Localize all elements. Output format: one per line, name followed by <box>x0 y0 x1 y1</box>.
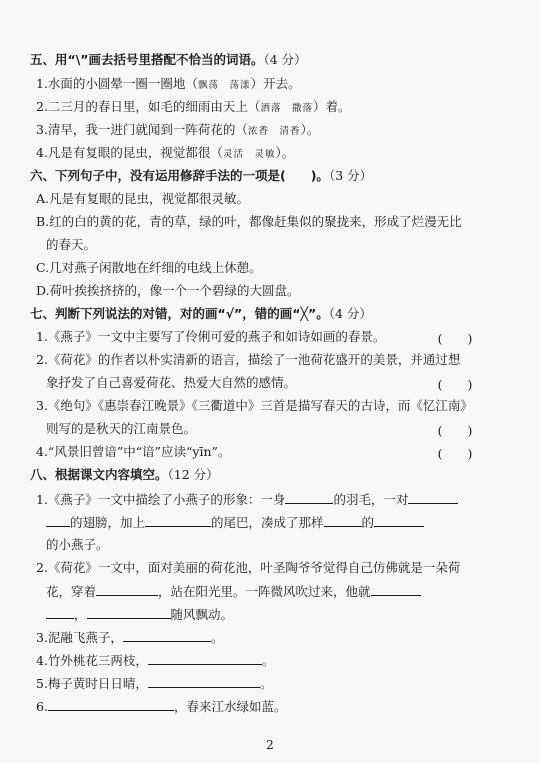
s8-q5-blank[interactable] <box>148 675 260 688</box>
s5-item-1-end: ）开去。 <box>250 76 301 91</box>
s8-q2-blank-3[interactable] <box>87 606 171 619</box>
s8-q1-blank-2[interactable] <box>408 491 458 504</box>
s8-q2-line3 <box>46 606 540 623</box>
s8-q1-blank-2-cont[interactable] <box>46 514 70 527</box>
s8-q6 <box>36 698 540 715</box>
s6-option-d: D.荷叶挨挨挤挤的，像一个一个碧绿的大圆盘。 <box>36 283 300 298</box>
s5-item-3-text: 3.清早，我一进门就闻到一阵荷花的（ <box>36 122 248 137</box>
section-8-heading <box>30 467 540 483</box>
s7-item-1-answer[interactable]: ( ) <box>437 331 473 346</box>
s7-item-2-line1: 2.《荷花》的作者以朴实清新的语言，描绘了一池荷花盛开的美景，并通过想 <box>36 352 461 367</box>
s8-q3-blank[interactable] <box>123 629 211 642</box>
s5-item-3-end: ）。 <box>300 122 320 137</box>
s7-item-2-answer[interactable]: ( ) <box>437 377 473 392</box>
section-7-heading <box>30 306 540 322</box>
s8-q1-text-c: 的翅膀，加上 <box>70 515 146 530</box>
s5-item-2-end: ）着。 <box>312 99 351 114</box>
s7-item-1: 1.《燕子》一文中主要写了伶俐可爱的燕子和如诗如画的春景。 <box>36 329 386 344</box>
s5-item-2-choices[interactable]: 洒落 撒落 <box>260 103 313 114</box>
s5-item-3-choices[interactable]: 浓香 清香 <box>247 126 301 137</box>
s5-item-2-text: 2.二三月的春日里，如毛的细雨由天上（ <box>36 99 261 114</box>
s8-q6-blank[interactable] <box>48 698 174 711</box>
s8-q4-text: 4.竹外桃花三两枝， <box>36 653 148 668</box>
s5-item-4-end: ）。 <box>275 145 295 160</box>
page-number: 2 <box>266 738 274 752</box>
s5-item-4-choices[interactable]: 灵活 灵敏 <box>222 149 276 160</box>
s8-q1-line3: 的小燕子。 <box>46 537 109 552</box>
s5-item-1-choices[interactable]: 飘荡 荡漾 <box>197 80 251 91</box>
s7-item-4-answer[interactable]: ( ) <box>437 446 473 461</box>
s8-q2-text-d: 随风飘动。 <box>170 607 234 622</box>
s8-q4-blank[interactable] <box>148 652 262 665</box>
section-5-title: 五、用“\”画去括号里搭配不恰当的词语。 <box>30 52 264 67</box>
s5-item-2 <box>36 99 540 117</box>
s8-q6-text: ，春来江水绿如蓝。 <box>173 699 287 714</box>
section-6-title: 六、下列句子中，没有运用修辞手法的一项是( )。 <box>30 168 329 183</box>
s8-q1-text-e: 的 <box>361 515 375 530</box>
s6-option-b-line2: 的春天。 <box>46 237 97 252</box>
s8-q1-line2 <box>46 514 540 531</box>
section-6-points: （3 分） <box>328 168 373 183</box>
section-7-points: （4 分） <box>328 306 372 321</box>
section-5-heading <box>30 52 540 68</box>
s8-q1-text-d: 的尾巴，凑成了那样 <box>211 515 324 530</box>
s8-q5-text: 5.梅子黄时日日晴， <box>36 676 148 691</box>
s8-q1-blank-5[interactable] <box>374 514 424 527</box>
s8-q5 <box>36 675 540 692</box>
s8-q1-blank-4[interactable] <box>324 514 362 527</box>
s5-item-4-text: 4.凡是有复眼的昆虫，视觉都很（ <box>36 145 223 160</box>
section-7-title: 七、判断下列说法的对错，对的画“√”，错的画“╳”。 <box>30 306 329 321</box>
s7-item-2-line2: 象抒发了自己喜爱荷花、热爱大自然的感情。 <box>46 375 297 390</box>
s5-item-1 <box>36 76 540 94</box>
s6-option-a: A.凡是有复眼的昆虫，视觉都很灵敏。 <box>36 191 250 206</box>
s8-q2-text-a: 花，穿着 <box>46 584 97 599</box>
s8-q1-blank-1[interactable] <box>285 491 333 504</box>
section-5-points: （4 分） <box>263 52 307 67</box>
s8-q4 <box>36 652 540 669</box>
section-8-points: （12 分） <box>167 467 219 482</box>
s6-option-c: C.几对燕子闲散地在纤细的电线上休憩。 <box>36 260 262 275</box>
s8-q1-text-b: 的羽毛，一对 <box>333 492 409 507</box>
s8-q2-blank-1[interactable] <box>96 583 158 596</box>
s8-q6-number: 6. <box>36 699 48 714</box>
s5-item-4 <box>36 145 540 163</box>
s8-q2-blank-2-cont[interactable] <box>46 606 74 619</box>
s8-q5-end: 。 <box>259 676 273 691</box>
s5-item-3 <box>36 122 540 140</box>
s5-item-1-text: 1.水面的小圆晕一圈一圈地（ <box>36 76 198 91</box>
s7-item-4: 4.“风景旧曾谙”中“谙”应读“yīn”。 <box>36 444 231 459</box>
s8-q2-line1: 2.《荷花》一文中，面对美丽的荷花池，叶圣陶爷爷觉得自己仿佛就是一朵荷 <box>36 560 461 575</box>
s8-q2-blank-2[interactable] <box>371 583 421 596</box>
s6-option-b-line1: B.红的白的黄的花，青的草，绿的叶，都像赶集似的聚拢来，形成了烂漫无比 <box>36 214 462 229</box>
s7-item-3-answer[interactable]: ( ) <box>437 423 473 438</box>
s8-q1-text-a: 1.《燕子》一文中描绘了小燕子的形象：一身 <box>36 492 286 507</box>
s8-q3-text: 3.泥融飞燕子， <box>36 630 123 645</box>
s7-item-3-line1: 3.《绝句》《惠崇春江晚景》《三衢道中》三首是描写春天的古诗，而《忆江南》 <box>36 398 473 413</box>
s8-q1-line1 <box>36 491 540 508</box>
s8-q2-text-c: ， <box>74 607 87 622</box>
section-6-heading <box>30 168 540 184</box>
s7-item-3-line2: 则写的是秋天的江南景色。 <box>46 421 197 436</box>
section-8-title: 八、根据课文内容填空。 <box>30 467 168 482</box>
s8-q3-end: 。 <box>210 630 224 645</box>
s8-q4-end: 。 <box>261 653 275 668</box>
s8-q2-line2 <box>46 583 540 600</box>
s8-q1-blank-3[interactable] <box>145 514 211 527</box>
s8-q2-text-b: ，站在阳光里。一阵微风吹过来，他就 <box>158 584 371 599</box>
s8-q3 <box>36 629 540 646</box>
